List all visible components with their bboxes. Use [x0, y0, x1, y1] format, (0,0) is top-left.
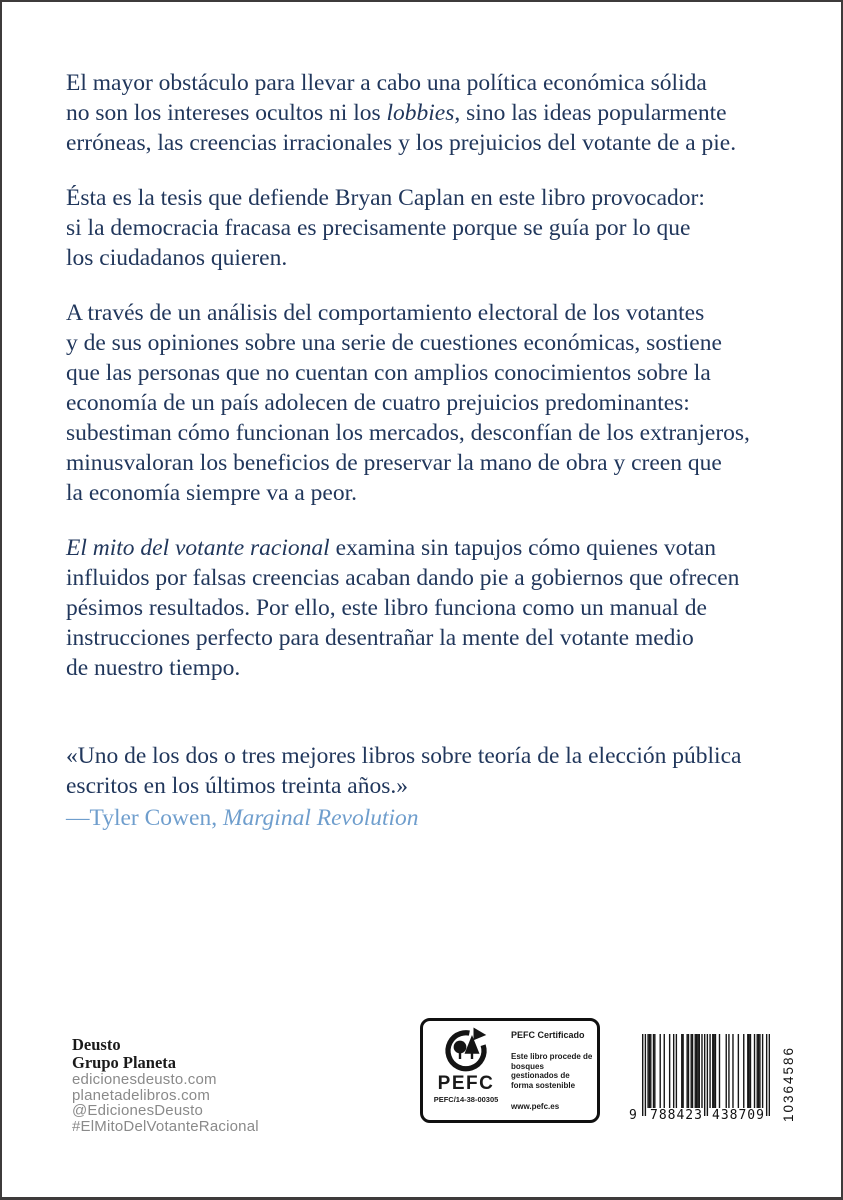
pefc-license-number: PEFC/14-38-00305: [433, 1095, 499, 1104]
synopsis-paragraph-3: [66, 298, 803, 508]
text-segment: si la democracia fracasa es precisamente porque se guía por lo que: [66, 215, 691, 241]
synopsis-paragraph-1: [66, 68, 803, 158]
quote-attribution-name: —Tyler Cowen,: [66, 805, 223, 831]
text-segment: economía de un país adolecen de cuatro prejuicios predominantes:: [66, 390, 690, 416]
text-line: [66, 298, 803, 328]
publisher-group: Grupo Planeta: [72, 1053, 177, 1072]
text-line: [66, 563, 803, 593]
barcode-side-number: 10364586: [781, 1045, 796, 1122]
publisher-social-handle: @EdicionesDeusto: [72, 1102, 203, 1119]
barcode-digit-group: 9: [629, 1108, 638, 1123]
text-segment: los ciudadanos quieren.: [66, 245, 288, 271]
barcode-bars: [642, 1034, 770, 1116]
synopsis: [66, 68, 803, 833]
text-line: [66, 418, 803, 448]
synopsis-paragraph-4: [66, 533, 803, 683]
text-segment: que las personas que no cuentan con amplios conocimientos sobre la: [66, 360, 711, 386]
pefc-wordmark: PEFC: [437, 1073, 495, 1094]
text-line: [66, 448, 803, 478]
text-segment: erróneas, las creencias irracionales y los prejuicios del votante de a pie.: [66, 130, 737, 156]
publisher-website-1: edicionesdeusto.com: [72, 1071, 217, 1088]
pefc-logo-column: [423, 1021, 509, 1120]
review-quote: [66, 741, 803, 833]
barcode-digit-group: 438709: [712, 1108, 765, 1123]
barcode: [629, 1034, 774, 1123]
text-line: [66, 388, 803, 418]
pefc-description: Este libro procede de bosques gestionados de forma sostenible: [511, 1052, 593, 1090]
text-segment-italic: lobbies: [386, 100, 455, 126]
text-segment: la economía siempre va a peor.: [66, 480, 358, 506]
quote-text: [66, 741, 803, 801]
barcode-digits: [629, 1108, 774, 1123]
text-line: [66, 128, 803, 158]
text-line: [66, 183, 803, 213]
pefc-text-column: [509, 1021, 597, 1120]
publisher-website-2: planetadelibros.com: [72, 1086, 211, 1104]
text-line: [66, 98, 803, 128]
pefc-label: [420, 1018, 600, 1123]
quote-attribution-source: Marginal Revolution: [222, 805, 419, 831]
pefc-url: www.pefc.es: [511, 1102, 560, 1111]
text-segment: influidos por falsas creencias acaban dando pie a gobiernos que ofrecen: [66, 565, 740, 591]
text-segment-italic: El mito del votante racional: [66, 535, 330, 561]
text-segment: instrucciones perfecto para desentrañar la mente del votante medio: [66, 625, 694, 651]
text-line: [66, 478, 803, 508]
text-segment: minusvaloran los beneficios de preservar la mano de obra y creen que: [66, 450, 722, 476]
text-line: [66, 533, 803, 563]
text-line: [66, 771, 803, 801]
text-line: [66, 593, 803, 623]
text-line: [66, 358, 803, 388]
publisher-hashtag: #ElMitoDelVotanteRacional: [72, 1117, 259, 1135]
text-segment: escritos en los últimos treinta años.»: [66, 773, 409, 799]
text-segment: examina sin tapujos cómo quienes votan: [329, 535, 717, 561]
text-segment: no son los intereses ocultos ni los: [66, 100, 387, 126]
text-segment: de nuestro tiempo.: [66, 655, 241, 681]
text-line: [66, 213, 803, 243]
pefc-trees-icon: [442, 1026, 490, 1074]
text-segment: A través de un análisis del comportamiento electoral de los votantes: [66, 300, 705, 326]
text-segment: Ésta es la tesis que defiende Bryan Caplan en este libro provocador:: [66, 185, 705, 211]
barcode-digit-group: 788423: [650, 1108, 703, 1123]
text-segment: El mayor obstáculo para llevar a cabo una política económica sólida: [66, 70, 707, 96]
text-segment: y de sus opiniones sobre una serie de cuestiones económicas, sostiene: [66, 330, 722, 356]
text-line: [66, 328, 803, 358]
synopsis-paragraph-2: [66, 183, 803, 273]
text-segment: pésimos resultados. Por ello, este libro funciona como un manual de: [66, 595, 707, 621]
publisher-imprint: Deusto: [72, 1035, 121, 1054]
pefc-title: PEFC Certificado: [511, 1030, 585, 1040]
text-line: [66, 623, 803, 653]
text-line: [66, 243, 803, 273]
text-line: [66, 741, 803, 771]
text-segment: subestiman cómo funcionan los mercados, desconfían de los extranjeros,: [66, 420, 750, 446]
quote-attribution: [66, 803, 803, 833]
text-line: [66, 653, 803, 683]
text-line: [66, 68, 803, 98]
publisher-block: [72, 1036, 259, 1134]
text-segment: «Uno de los dos o tres mejores libros sobre teoría de la elección pública: [66, 743, 742, 769]
text-segment: , sino las ideas popularmente: [454, 100, 727, 126]
